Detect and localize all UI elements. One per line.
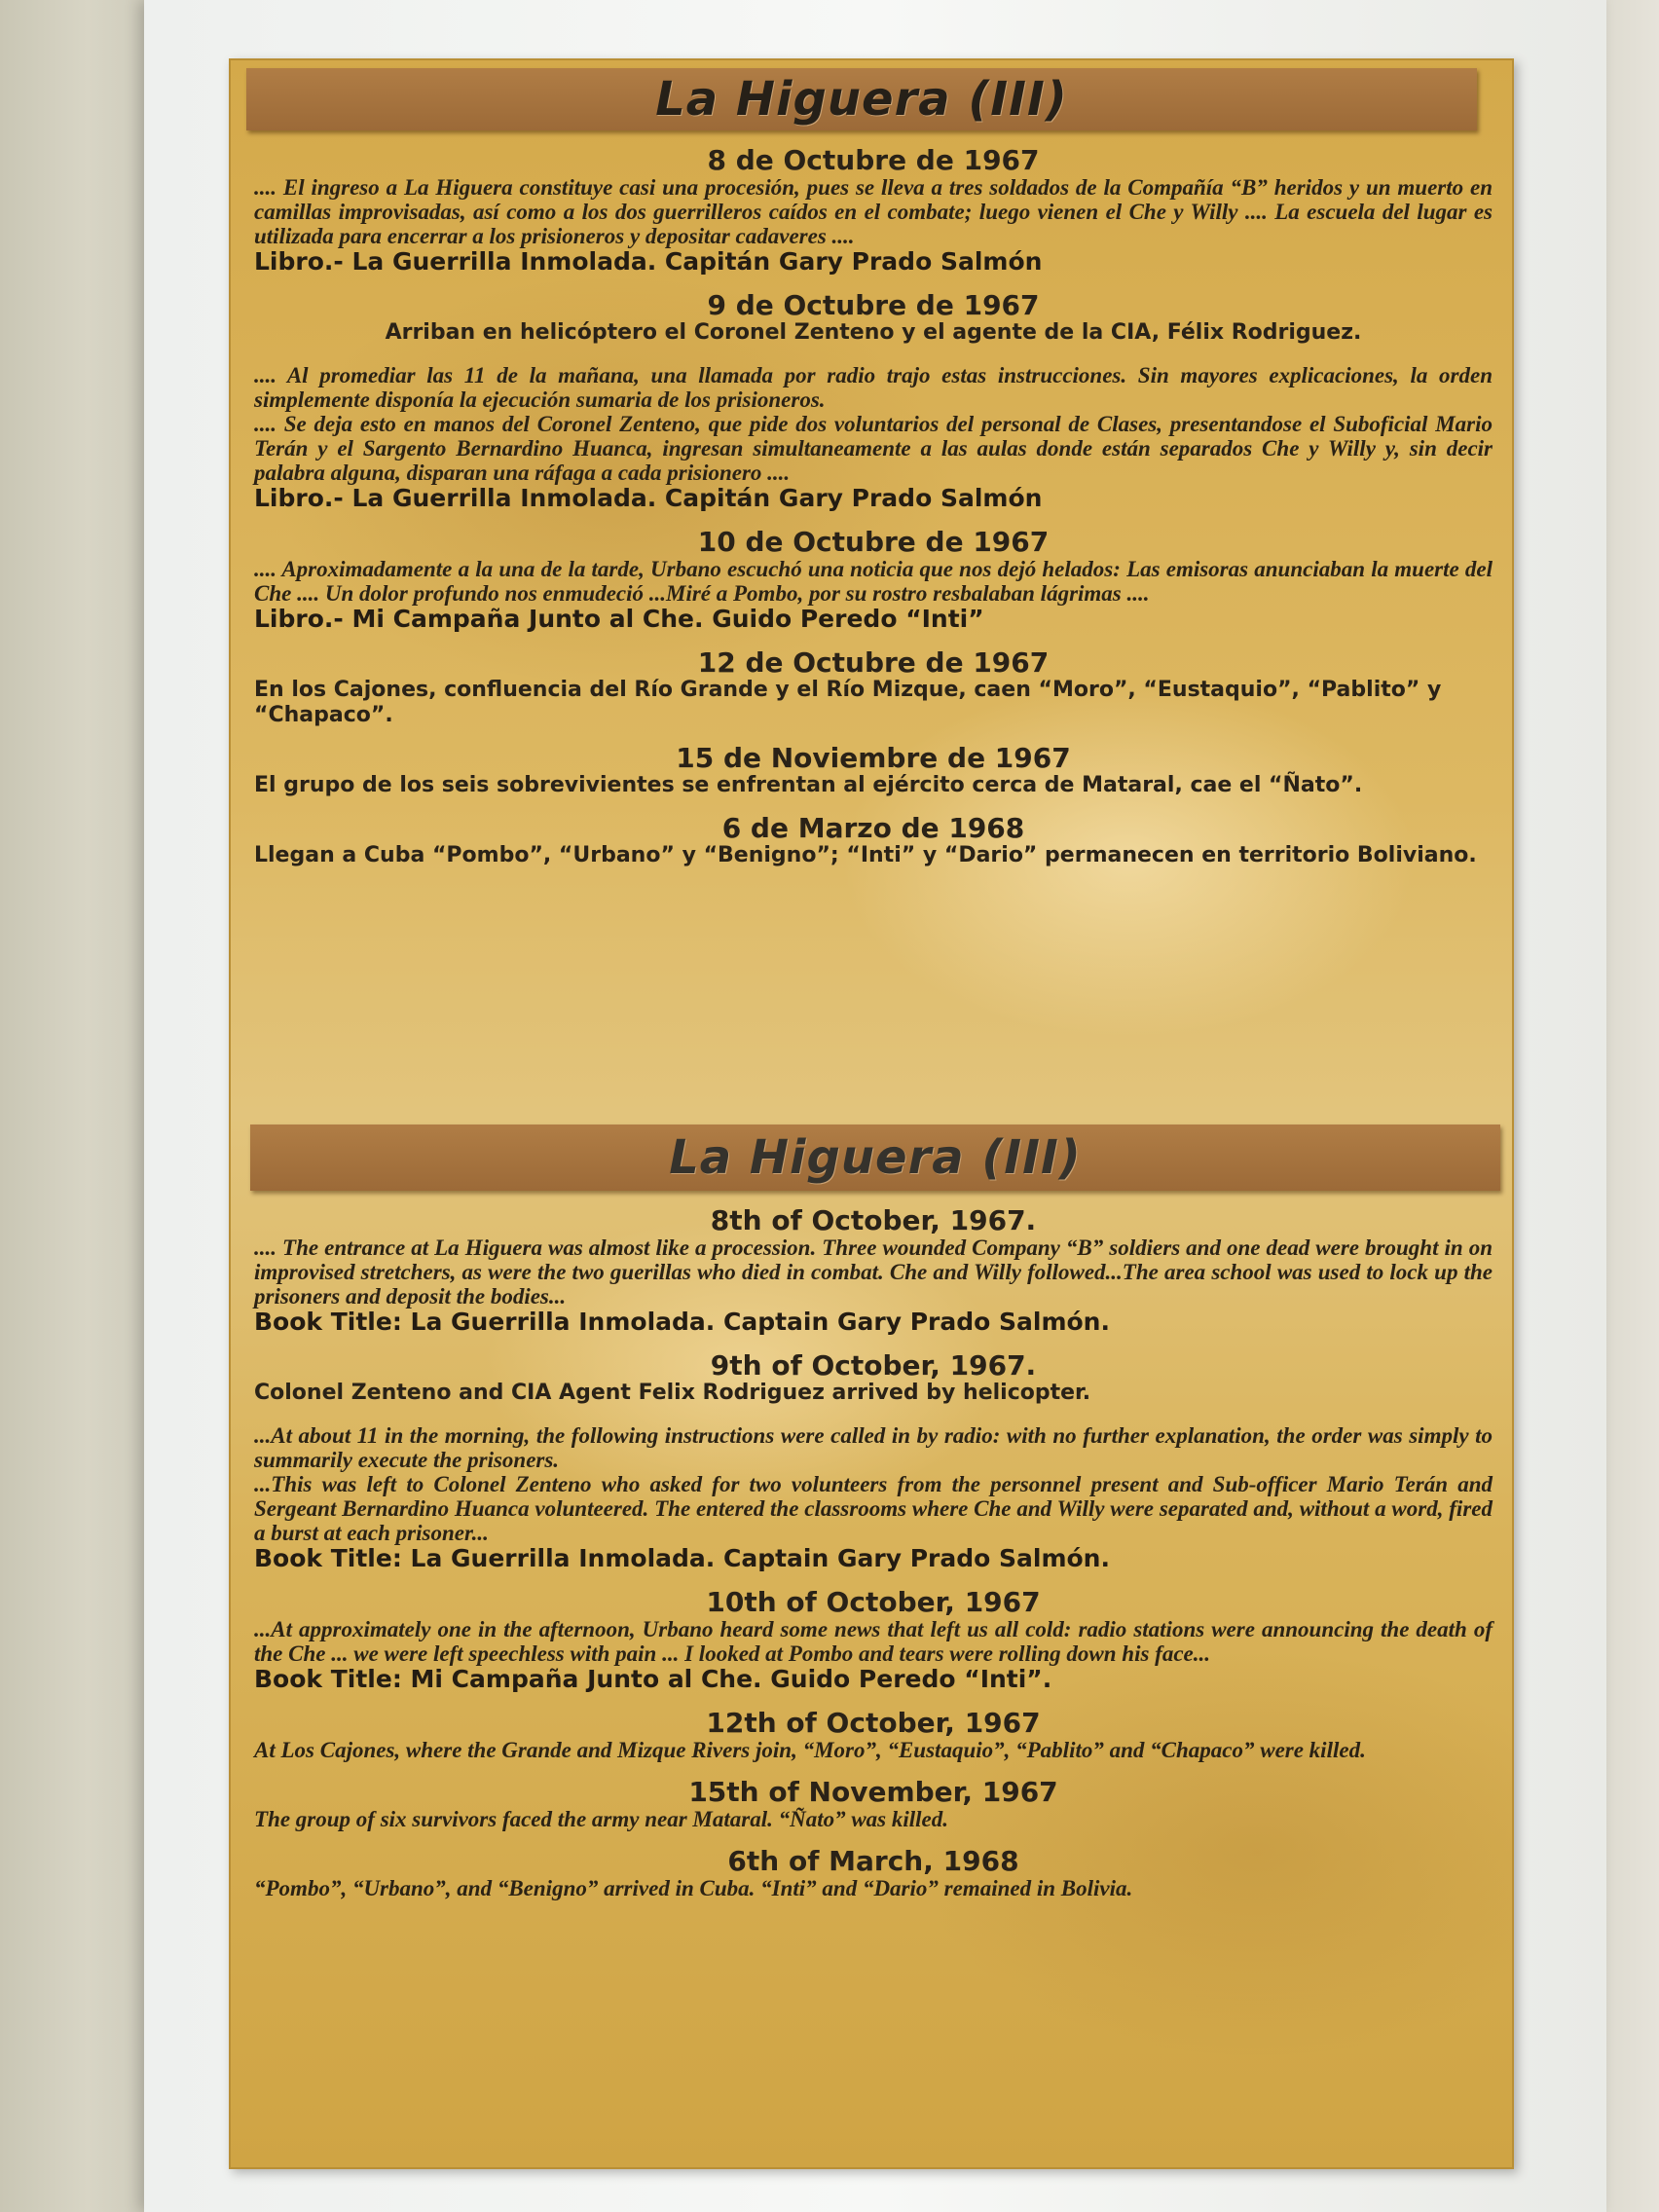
quote-paragraph: .... Aproximadamente a la una de la tarde, Urbano escuchó una noticia que nos dejó helados: Las emisoras anunciaban la muerte del Che .... Un dolor profundo nos enmudeció ...Miré a Pombo, por su rostro resbalaban lágrimas .... — [254, 557, 1493, 606]
entry-en-5 — [254, 1847, 1493, 1900]
entry-date: 6 de Marzo de 1968 — [721, 812, 1025, 844]
entry-en-4 — [254, 1778, 1493, 1831]
entry-quote — [254, 175, 1493, 248]
entry-date: 6th of March, 1968 — [727, 1845, 1019, 1877]
entry-es-4 — [254, 744, 1493, 798]
entry-es-2 — [254, 528, 1493, 633]
entry-source: Book Title: Mi Campaña Junto al Che. Guido Peredo “Inti”. — [254, 1665, 1052, 1693]
entry-text: En los Cajones, confluencia del Río Grande y el Río Mizque, caen “Moro”, “Eustaquio”, “Pablito” y “Chapaco”. — [254, 678, 1442, 727]
quote-paragraph: .... El ingreso a La Higuera constituye casi una procesión, pues se lleva a tres soldados de la Compañía “B” heridos y un muerto en camillas improvisadas, así como a los dos guerrilleros caídos en el combate; luego vienen el Che y Willy .... La escuela del lugar es utilizada para encerrar a los prisioneros y depositar cadaveres .... — [254, 175, 1493, 248]
entry-date: 9 de Octubre de 1967 — [707, 289, 1040, 321]
english-title: La Higuera (III) — [669, 1130, 1082, 1185]
entry-en-3 — [254, 1709, 1493, 1762]
entry-quote — [254, 557, 1493, 606]
entry-source: Libro.- Mi Campaña Junto al Che. Guido Peredo “Inti” — [254, 605, 984, 633]
entry-date: 10 de Octubre de 1967 — [697, 526, 1050, 558]
quote-paragraph: ...At approximately one in the afternoon, Urbano heard some news that left us all cold: radio stations were announcing the death of the Che ... we were left speechless with pain ... I looked at Pombo and tears were rolling down his face... — [254, 1617, 1493, 1666]
entry-source: Libro.- La Guerrilla Inmolada. Capitán Gary Prado Salmón — [254, 484, 1043, 512]
spanish-title: La Higuera (III) — [655, 72, 1068, 127]
entry-date: 12th of October, 1967 — [706, 1707, 1041, 1739]
entry-source: Book Title: La Guerrilla Inmolada. Captain Gary Prado Salmón. — [254, 1544, 1110, 1572]
entry-date: 8th of October, 1967. — [710, 1204, 1037, 1236]
entry-quote — [254, 1235, 1493, 1309]
entry-intro: Colonel Zenteno and CIA Agent Felix Rodriguez arrived by helicopter. — [254, 1381, 1091, 1405]
entry-text: At Los Cajones, where the Grande and Mizque Rivers join, “Moro”, “Eustaquio”, “Pablito” and “Chapaco” were killed. — [254, 1738, 1366, 1762]
entry-date: 8 de Octubre de 1967 — [707, 144, 1040, 176]
entry-date: 15 de Noviembre de 1967 — [676, 742, 1071, 774]
entry-es-0 — [254, 146, 1493, 276]
entry-date: 15th of November, 1967 — [688, 1776, 1058, 1808]
quote-paragraph: ...At about 11 in the morning, the following instructions were called in by radio: with no further explanation, the order was simply to summarily execute the prisoners. — [254, 1423, 1493, 1472]
poster — [229, 58, 1514, 2169]
quote-paragraph: .... Se deja esto en manos del Coronel Zenteno, que pide dos voluntarios del personal de Clases, presentandose el Suboficial Mario Terán y el Sargento Bernardino Huanca, ingresan simultaneamente a las aulas donde están separados Che y Willy y, sin decir palabra alguna, disparan una ráfaga a cada prisionero .... — [254, 412, 1493, 485]
entry-quote — [254, 1617, 1493, 1666]
entry-text: El grupo de los seis sobrevivientes se enfrentan al ejército cerca de Mataral, cae el “Ñato”. — [254, 773, 1363, 797]
entry-es-5 — [254, 814, 1493, 868]
entry-date: 9th of October, 1967. — [710, 1349, 1037, 1382]
wall-right — [1606, 0, 1659, 2212]
quote-paragraph: .... The entrance at La Higuera was almost like a procession. Three wounded Company “B” soldiers and one dead were brought in on improvised stretchers, as were the two guerillas who died in combat. Che and Willy followed...The area school was used to lock up the prisoners and deposit the bodies... — [254, 1235, 1493, 1309]
wall-left — [0, 0, 146, 2212]
entry-quote — [254, 363, 1493, 485]
entry-text: Llegan a Cuba “Pombo”, “Urbano” y “Benigno”; “Inti” y “Dario” permanecen en territorio Boliviano. — [254, 843, 1477, 867]
english-title-bar — [250, 1124, 1500, 1191]
entry-intro: Arriban en helicóptero el Coronel Zenteno y el agente de la CIA, Félix Rodriguez. — [385, 320, 1362, 345]
entry-text: The group of six survivors faced the army near Mataral. “Ñato” was killed. — [254, 1807, 949, 1831]
entry-en-1 — [254, 1351, 1493, 1572]
entry-es-1 — [254, 291, 1493, 512]
entry-source: Book Title: La Guerrilla Inmolada. Captain Gary Prado Salmón. — [254, 1308, 1110, 1336]
english-section — [229, 1124, 1514, 1900]
quote-paragraph: .... Al promediar las 11 de la mañana, una llamada por radio trajo estas instrucciones. Sin mayores explicaciones, la orden simplemente disponía la ejecución sumaria de los prisioneros. — [254, 363, 1493, 412]
spanish-title-bar — [246, 68, 1477, 130]
entry-quote — [254, 1423, 1493, 1545]
quote-paragraph: ...This was left to Colonel Zenteno who asked for two volunteers from the personnel present and Sub-officer Mario Terán and Sergeant Bernardino Huanca volunteered. The entered the classrooms where Che and Willy were separated and, without a word, fired a burst at each prisoner... — [254, 1472, 1493, 1545]
entry-date: 12 de Octubre de 1967 — [697, 646, 1050, 679]
entry-date: 10th of October, 1967 — [706, 1586, 1041, 1618]
entry-es-3 — [254, 648, 1493, 728]
entry-text: “Pombo”, “Urbano”, and “Benigno” arrived in Cuba. “Inti” and “Dario” remained in Bolivia. — [254, 1876, 1133, 1900]
entry-source: Libro.- La Guerrilla Inmolada. Capitán Gary Prado Salmón — [254, 247, 1043, 276]
entry-en-0 — [254, 1206, 1493, 1336]
spanish-section — [229, 68, 1514, 868]
entry-en-2 — [254, 1588, 1493, 1693]
